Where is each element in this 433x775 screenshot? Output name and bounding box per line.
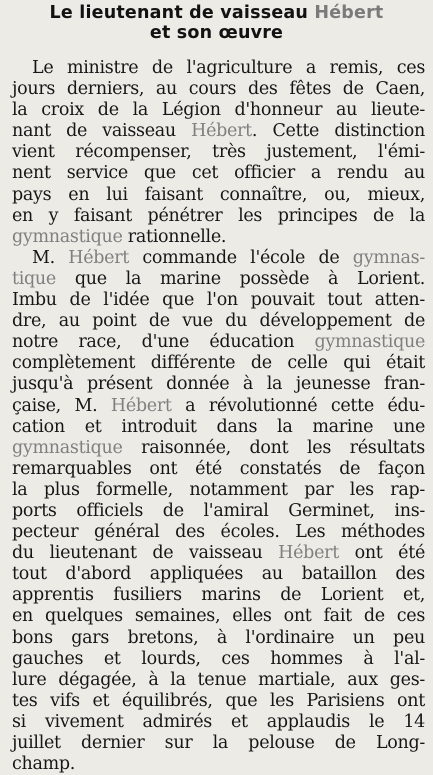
body-text: Le ministre de l'agriculture a remis, ces xyxy=(32,58,425,78)
body-text: la croix de la Légion d'honneur au lieute- xyxy=(12,100,425,121)
highlighted-term: tique xyxy=(12,268,56,289)
body-text: dre, au point de vue du développement de xyxy=(12,311,425,332)
body-line xyxy=(12,459,425,480)
body-line xyxy=(12,501,425,522)
body-line xyxy=(12,543,425,564)
body-text: complètement différente de celle qui était xyxy=(12,353,425,374)
body-line xyxy=(12,290,425,311)
body-text: apprentis fusiliers marins de Lorient et, xyxy=(12,585,425,606)
body-text: commande l'école de xyxy=(129,247,353,268)
body-text: si vivement admirés et applaudis le 14 xyxy=(12,711,425,732)
body-line xyxy=(12,269,425,290)
body-line xyxy=(12,79,425,100)
body-line xyxy=(12,691,425,712)
body-text: la plus formelle, notamment par les rap- xyxy=(12,479,425,500)
body-text: remarquables ont été constatés de façon xyxy=(12,458,425,479)
headline-highlight-hebert: Hébert xyxy=(314,3,384,23)
body-text: pecteur général des écoles. Les méthodes xyxy=(12,522,425,543)
body-text: a révolutionné cette édu- xyxy=(171,395,425,416)
highlighted-term: Hébert xyxy=(110,395,172,416)
highlighted-term: Hébert xyxy=(278,543,339,564)
body-line xyxy=(12,332,425,353)
article-body xyxy=(12,58,425,775)
body-text: notre race, d'une éducation xyxy=(12,332,315,353)
body-text: tes vifs et équilibrés, que les Parisiens ont xyxy=(12,690,425,711)
body-text: jours derniers, au cours des fêtes de Caen, xyxy=(12,79,425,100)
body-text: du lieutenant de vaisseau xyxy=(12,543,279,564)
body-line xyxy=(12,670,425,691)
highlighted-term: Hébert xyxy=(68,247,130,268)
body-text: que la marine possède à Lorient. xyxy=(55,268,425,289)
body-text: Imbu de l'idée que l'on pouvait tout atten- xyxy=(12,290,425,311)
body-line xyxy=(12,754,425,775)
body-text: ont été xyxy=(338,543,426,564)
body-line xyxy=(12,649,425,670)
body-line xyxy=(12,606,425,627)
body-text: M. xyxy=(32,247,69,268)
body-line xyxy=(12,206,425,227)
body-line xyxy=(12,438,425,459)
body-line xyxy=(12,121,425,142)
body-line xyxy=(12,733,425,754)
body-text: en y faisant pénétrer les principes de la xyxy=(12,205,425,226)
body-text: lure dégagée, à la tenue martiale, aux ges- xyxy=(12,669,425,690)
highlighted-term: gymnastique xyxy=(314,332,425,353)
body-text: nent service que cet officier a rendu au xyxy=(12,163,425,184)
body-line xyxy=(12,248,425,269)
body-line xyxy=(12,163,425,184)
body-line xyxy=(12,396,425,417)
body-text: çaise, M. xyxy=(12,395,111,416)
body-line xyxy=(12,311,425,332)
highlighted-term: gymnastique xyxy=(12,226,123,247)
headline-line-2: et son œuvre xyxy=(149,23,284,43)
body-text: pays en lui faisant connaître, ou, mieux, xyxy=(12,184,425,205)
body-line xyxy=(12,185,425,206)
body-line xyxy=(12,227,425,248)
body-text: champ. xyxy=(12,754,76,775)
body-text: gauches et lourds, ces hommes à l'al- xyxy=(12,648,425,669)
highlighted-term: gymnas- xyxy=(352,247,425,268)
headline-text-a: Le lieutenant de vaisseau xyxy=(49,3,315,23)
body-text: jusqu'à présent donnée à la jeunesse fran- xyxy=(12,374,425,395)
body-text: nant de vaisseau xyxy=(12,121,192,142)
body-text: juillet dernier sur la pelouse de Long- xyxy=(12,733,425,753)
body-text: rationnelle. xyxy=(122,226,227,247)
body-line xyxy=(12,417,425,438)
article-headline xyxy=(0,3,433,43)
body-line xyxy=(12,353,425,374)
body-line xyxy=(12,480,425,501)
highlighted-term: gymnastique xyxy=(12,437,123,458)
body-line xyxy=(12,522,425,543)
body-text: cation et introduit dans la marine une xyxy=(12,416,425,437)
body-line xyxy=(12,585,425,606)
body-text: bons gars bretons, à l'ordinaire un peu xyxy=(12,627,425,648)
body-line xyxy=(12,58,425,79)
body-line xyxy=(12,712,425,733)
body-line xyxy=(12,628,425,649)
body-line xyxy=(12,142,425,163)
body-text: vient récompenser, très justement, l'émi- xyxy=(12,142,425,163)
body-text: ports officiels de l'amiral Germinet, ins- xyxy=(12,500,425,521)
body-line xyxy=(12,374,425,395)
body-text: tout d'abord appliquées au bataillon des xyxy=(12,564,425,585)
body-text: . Cette distinction xyxy=(251,121,425,142)
highlighted-term: Hébert xyxy=(191,121,252,142)
body-line xyxy=(12,100,425,121)
body-text: en quelques semaines, elles ont fait de ces xyxy=(12,606,425,627)
headline-line-1 xyxy=(0,3,433,23)
body-text: raisonnée, dont les résultats xyxy=(122,437,425,458)
body-line xyxy=(12,564,425,585)
